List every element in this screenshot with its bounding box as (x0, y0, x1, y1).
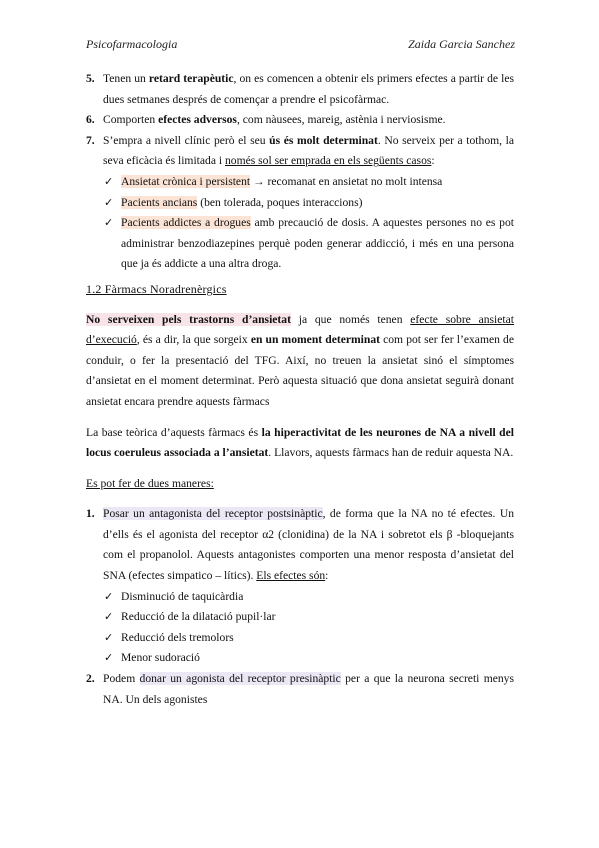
check-item: ✓ Reducció dels tremolors (86, 628, 514, 649)
check-item: ✓ Ansietat crònica i persistent → recomanat en ansietat no molt intensa (86, 172, 514, 193)
check-icon: ✓ (104, 590, 114, 603)
header-right: Zaida Garcia Sanchez (408, 37, 515, 51)
list-item: 5. Tenen un retard terapèutic, on es comencen a obtenir els primers efectes a partir de les dues setmanes després de començar a prendre el psicofàrmac. (86, 69, 514, 110)
list-number: 6. (86, 113, 95, 127)
list-number: 2. (86, 672, 95, 686)
list-number: 1. (86, 507, 95, 521)
list-item: 7. S’empra a nivell clínic però el seu ús és molt determinat. No serveix per a tothom, la seva eficàcia és limitada i només sol ser emprada en els següents casos: (86, 131, 514, 172)
check-icon: ✓ (104, 196, 114, 209)
list-item: 6. Comporten efectes adversos, com nàusees, mareig, astènia i nerviosisme. (86, 110, 514, 131)
list-item: 2. Podem donar un agonista del receptor presinàptic per a que la neurona secreti menys NA. Un dels agonistes (86, 669, 514, 710)
check-icon: ✓ (104, 217, 114, 230)
check-item: ✓ Menor sudoració (86, 648, 514, 669)
check-item: ✓ Pacients ancians (ben tolerada, poques interaccions) (86, 193, 514, 214)
header-left: Psicofarmacologia (86, 37, 178, 51)
check-item: ✓ Disminució de taquicàrdia (86, 587, 514, 608)
list-number: 7. (86, 133, 95, 147)
paragraph-underlined: Es pot fer de dues maneres: (86, 476, 214, 490)
document-body (86, 69, 514, 710)
check-icon: ✓ (104, 631, 114, 644)
check-item: ✓ Reducció de la dilatació pupil·lar (86, 607, 514, 628)
section-heading: 1.2 Fàrmacs Noradrenèrgics (86, 281, 227, 296)
check-item: ✓ Pacients addictes a drogues amb precaució de dosis. A aquestes persones no es pot administrar benzodiazepines perquè poden generar addicció, i més en una persona que ja és addicte a una altra droga. (86, 213, 514, 275)
list-item: 1. Posar un antagonista del receptor postsinàptic, de forma que la NA no té efectes. Un d’ells és el agonista del receptor α2 (clonidina) de la NA i sobretot els β -bloquejants com el propanolol. Aquests antagonistes comporten una menor resposta d’ansietat del SNA (efectes simpatico – lítics). Els efectes són: (86, 504, 514, 586)
check-icon: ✓ (104, 652, 114, 665)
paragraph: La base teòrica d’aquests fàrmacs és la hiperactivitat de les neurones de NA a nivell del locus coeruleus associada a l’ansietat. Llavors, aquests fàrmacs han de reduir aquesta NA. (86, 425, 514, 460)
list-number: 5. (86, 72, 95, 85)
check-icon: ✓ (104, 611, 114, 624)
check-icon: ✓ (104, 175, 114, 188)
paragraph: No serveixen pels trastorns d’ansietat ja que només tenen efecte sobre ansietat d’execució, és a dir, la que sorgeix en un moment determinat com pot ser fer l’examen de conduir, o fer la presentació del TFG. Així, no treuen la ansietat sinó el símptomes d’ansietat en el moment determinat. Però aquesta situació que dona ansietat seguirà donant ansietat encara prendre aquests fàrmacs (86, 312, 515, 408)
